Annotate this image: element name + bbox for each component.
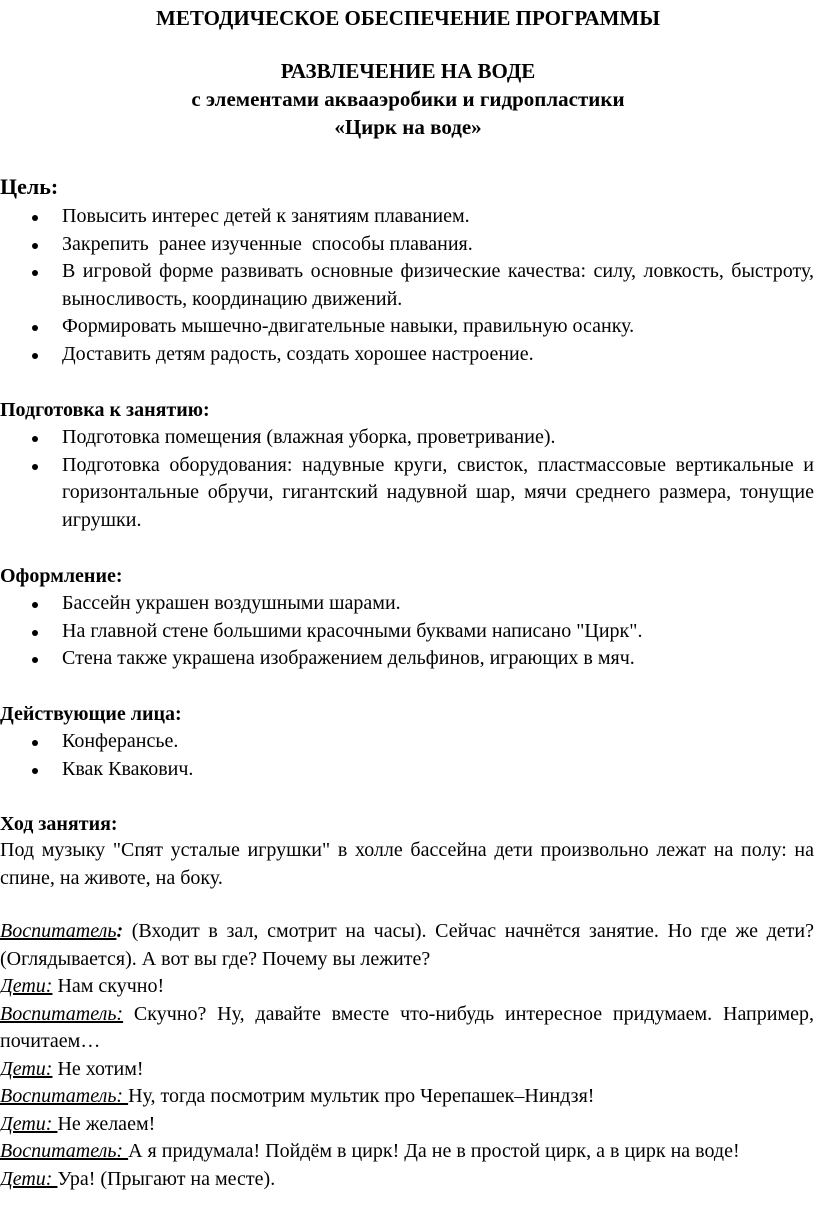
event-title: РАЗВЛЕЧЕНИЕ НА ВОДЕ — [280, 59, 536, 83]
speaker-label: Дети: — [0, 975, 53, 997]
list-item: Подготовка помещения (влажная уборка, проветривание). — [0, 424, 816, 452]
speaker-label: Воспитатель: — [0, 1085, 129, 1107]
dialogue-text: Нам скучно! — [52, 975, 165, 997]
bullet-icon — [32, 630, 38, 636]
lesson-intro: Под музыку "Спят усталые игрушки" в холле бассейна дети произвольно лежат на полу: на спине, на животе, на боку. — [0, 839, 814, 889]
dialogue-line — [0, 1056, 814, 1084]
dialogue-block — [0, 918, 814, 1193]
list-item: Бассейн украшен воздушными шарами. — [0, 590, 816, 618]
bullet-icon — [32, 602, 38, 608]
decoration-heading: Оформление: — [0, 565, 123, 587]
bullet-icon — [32, 215, 38, 221]
dialogue-line — [0, 1138, 814, 1166]
speaker-label: Дети: — [0, 1057, 53, 1080]
speaker-label: Воспитатель — [0, 920, 117, 942]
characters-list — [0, 728, 816, 783]
dialogue-text: (Входит в зал, смотрит на часы). Сейчас начнётся занятие. Но где же дети? (Оглядывается). А вот вы где? Почему вы лежите? — [0, 920, 814, 970]
dialogue-text: Ура! (Прыгают на месте). — [57, 1167, 276, 1190]
event-name: «Цирк на воде» — [334, 115, 482, 139]
speaker-label: Воспитатель: — [0, 1140, 129, 1162]
bullet-icon — [32, 657, 38, 663]
goal-list — [0, 203, 816, 368]
document-title: МЕТОДИЧЕСКОЕ ОБЕСПЕЧЕНИЕ ПРОГРАММЫ — [156, 6, 660, 30]
list-item: На главной стене большими красочными буквами написано "Цирк". — [0, 618, 816, 646]
bullet-icon — [32, 464, 38, 470]
bullet-icon — [32, 353, 38, 359]
list-item: В игровой форме развивать основные физические качества: силу, ловкость, быстроту, выносливость, координацию движений. — [0, 258, 816, 313]
dialogue-text: Не желаем! — [57, 1112, 156, 1135]
list-item: Квак Квакович. — [0, 756, 816, 784]
decoration-list — [0, 590, 816, 673]
speaker-label: Воспитатель: — [0, 1002, 124, 1025]
event-subtitle: с элементами аквааэробики и гидропластики — [191, 87, 625, 111]
dialogue-text: А я придумала! Пойдём в цирк! Да не в простой цирк, а в цирк на воде! — [128, 1140, 740, 1162]
speaker-label: Дети: — [0, 1112, 58, 1135]
dialogue-line — [0, 1111, 814, 1139]
dialogue-line — [0, 1083, 814, 1111]
list-item: Доставить детям радость, создать хорошее настроение. — [0, 341, 816, 369]
bullet-icon — [32, 270, 38, 276]
speaker-colon: : — [116, 920, 124, 942]
bullet-icon — [32, 436, 38, 442]
dialogue-line — [0, 973, 814, 1001]
preparation-heading: Подготовка к занятию: — [0, 399, 210, 421]
dialogue-line — [0, 1001, 814, 1056]
dialogue-text: Ну, тогда посмотрим мультик про Черепашек–Ниндзя! — [128, 1085, 595, 1107]
bullet-icon — [32, 740, 38, 746]
bullet-icon — [32, 243, 38, 249]
lesson-heading: Ход занятия: — [0, 813, 118, 835]
goal-heading: Цель: — [0, 174, 59, 199]
bullet-icon — [32, 325, 38, 331]
list-item: Конферансье. — [0, 728, 816, 756]
dialogue-text: Не хотим! — [52, 1057, 144, 1080]
list-item: Стена также украшена изображением дельфинов, играющих в мяч. — [0, 645, 816, 673]
list-item: Повысить интерес детей к занятиям плаванием. — [0, 203, 816, 231]
characters-heading: Действующие лица: — [0, 703, 182, 725]
dialogue-line — [0, 918, 814, 973]
dialogue-text: Скучно? Ну, давайте вместе что-нибудь интересное придумаем. Например, почитаем… — [0, 1002, 814, 1052]
bullet-icon — [32, 768, 38, 774]
list-item: Формировать мышечно-двигательные навыки, правильную осанку. — [0, 313, 816, 341]
preparation-list — [0, 424, 816, 534]
list-item: Подготовка оборудования: надувные круги, свисток, пластмассовые вертикальные и горизонтальные обручи, гигантский надувной шар, мячи среднего размера, тонущие игрушки. — [0, 452, 816, 535]
list-item: Закрепить ранее изученные способы плавания. — [0, 231, 816, 259]
speaker-label: Дети: — [0, 1167, 58, 1190]
dialogue-line — [0, 1166, 814, 1194]
